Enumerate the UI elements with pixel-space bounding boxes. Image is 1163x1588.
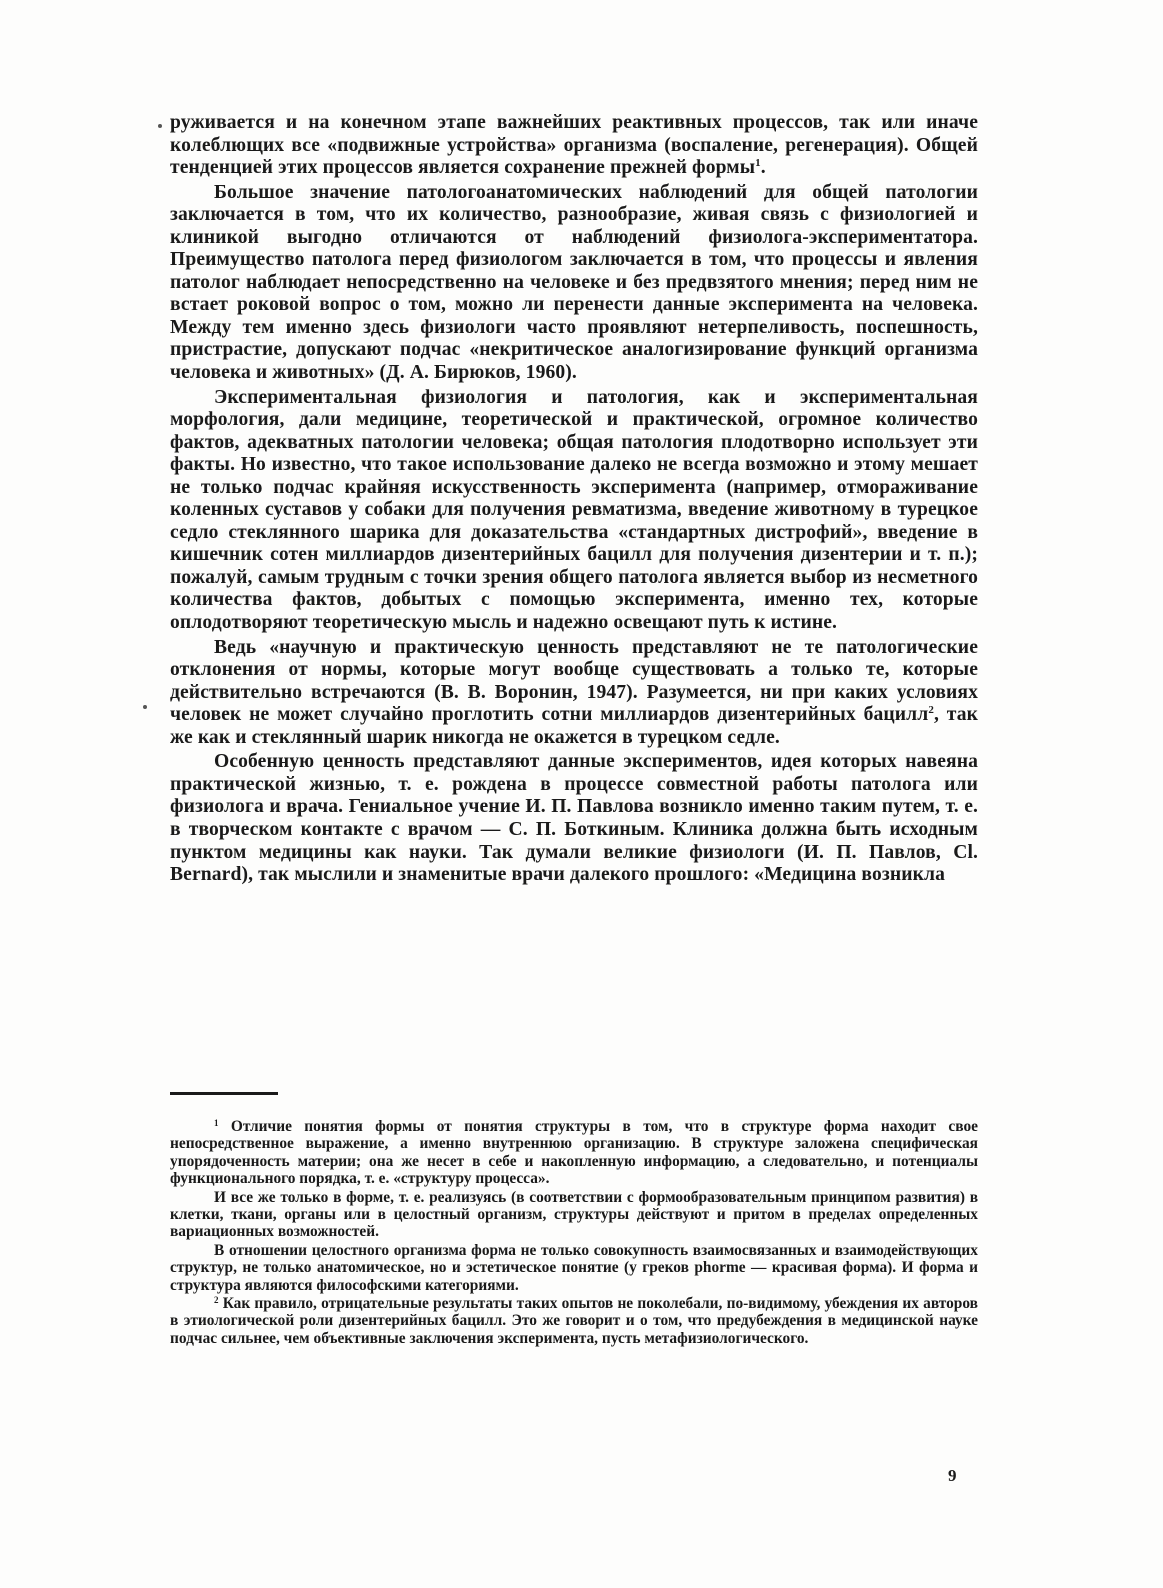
print-speck [158, 124, 162, 128]
paragraph-5: Особенную ценность представляют данные экспериментов, идея которых навеяна практической жизнью, т. е. рождена в процессе совместной работы патолога или физиолога и врача. Гениальное учение И. П. Павлова возникло именно таким путем, т. е. в творческом контакте с врачом — С. П. Боткиным. Клиника должна быть исходным пунктом медицины как науки. Так думали великие физиологи (И. П. Павлов, Cl. Bernard), так мыслили и знаменитые врачи далекого прошлого: «Медицина возникла [170, 751, 978, 886]
footnote-1: $^1$ Отличие понятия формы от понятия структуры в том, что в структуре форма находит свое непосредственное выражение, а именно внутреннюю организацию. В структуре заложена специфическая упорядоченность материи; она же несет в себе и накопленную информацию, а следовательно, и потенциалы функционального порядка, т. е. «структуру процесса». [170, 1118, 978, 1188]
footnote-ref-1: 1 [755, 157, 761, 170]
footnote-1-continued: В отношении целостного организма форма не только совокупность взаимосвязанных и взаимодействующих структур, не только анатомическое, но и эстетическое понятие (у греков phorme — красивая форма). И форма и структура являются философскими категориями. [170, 1241, 978, 1294]
footnote-marker-2: 2 [214, 1295, 219, 1306]
print-speck [143, 705, 147, 709]
footnote-divider [170, 1092, 278, 1095]
main-text [170, 112, 978, 887]
paragraph-1: руживается и на конечном этапе важнейших реактивных процессов, так или иначе колеблющих все «подвижные устройства» организма (воспаление, регенерация). Общей тенденцией этих процессов является сохранение прежней формы$^1$. [170, 112, 978, 179]
paragraph-3: Экспериментальная физиология и патология, как и экспериментальная морфология, дали медицине, теоретической и практической, огромное количество фактов, адекватных патологии человека; общая патология плодотворно использует эти факты. Но известно, что такое использование далеко не всегда возможно и этому мешает не только подчас крайняя искусственность эксперимента (например, отмораживание коленных суставов у собаки для получения ревматизма, введение животному в турецкое седло стеклянного шарика для доказательства «стандартных дистрофий», введение в кишечник сотен миллиардов дизентерийных бацилл для получения дизентерии и т. п.); пожалуй, самым трудным с точки зрения общего патолога является выбор из несметного количества фактов, добытых с помощью эксперимента, именно тех, которые оплодотворяют теоретическую мысль и надежно освещают путь к истине. [170, 386, 978, 634]
paragraph-2: Большое значение патологоанатомических наблюдений для общей патологии заключается в том, что их количество, разнообразие, живая связь с физиологией и клиникой выгодно отличаются от наблюдений физиолога-экспериментатора. Преимущество патолога перед физиологом заключается в том, что процессы и явления патолог наблюдает непосредственно на человеке и без предвзятого мнения; перед ним не встает роковой вопрос о том, можно ли перенести данные эксперимента на человека. Между тем именно здесь физиологи часто проявляют нетерпеливость, поспешность, пристрастие, допускают подчас «некритическое аналогизирование функций организма человека и животных» (Д. А. Бирюков, 1960). [170, 181, 978, 384]
paragraph-4: Ведь «научную и практическую ценность представляют не те патологические отклонения от нормы, которые могут вообще существовать а только те, которые действительно встречаются (В. В. Воронин, 1947). Разумеется, ни при каких условиях человек не может случайно проглотить сотни миллиардов дизентерийных бацилл$^2$, так же как и стеклянный шарик никогда не окажется в турецком седле. [170, 636, 978, 748]
footnote-1-continued: И все же только в форме, т. е. реализуясь (в соответствии с формообразовательным принципом развития) в клетки, ткани, органы или в целостный организм, структуры действуют и притом в пределах определенных вариационных возможностей. [170, 1188, 978, 1241]
footnote-2: $^2$ Как правило, отрицательные результаты таких опытов не поколебали, по-видимому, убеждения их авторов в этиологической роли дизентерийных бацилл. Это же говорит и о том, что предубеждения в медицинской науке подчас сильнее, чем объективные заключения эксперимента, пусть метафизиологического. [170, 1295, 978, 1347]
footnote-marker-1: 1 [214, 1118, 219, 1128]
footnotes [170, 1118, 978, 1347]
footnote-ref-2: 2 [928, 704, 934, 717]
page-number: 9 [948, 1466, 957, 1485]
